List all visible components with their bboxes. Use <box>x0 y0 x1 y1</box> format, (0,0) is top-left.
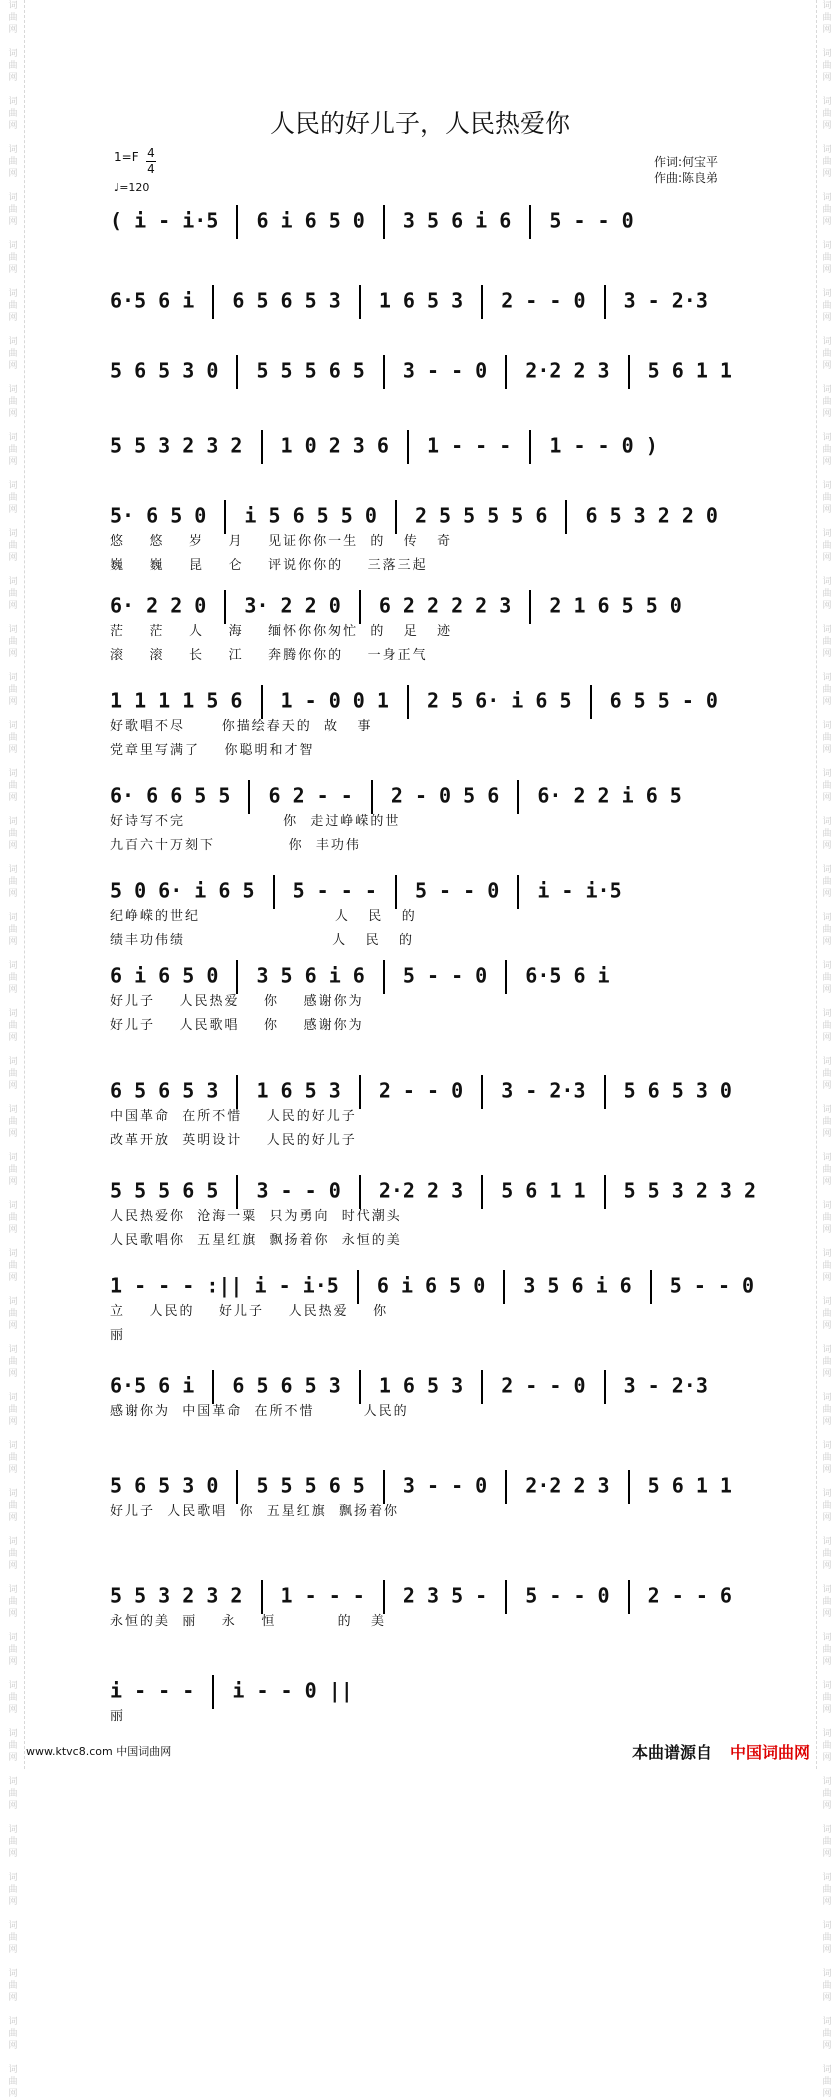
lyric-line: 好儿子 人民歌唱 你 感谢你为 <box>110 1018 364 1033</box>
notes-line: 6·5 6 i 6 5 6 5 3 1 6 5 3 2 - - 0 3 - 2·3 <box>110 1370 760 1400</box>
lyric-line <box>110 460 760 484</box>
lyric-line <box>110 385 760 409</box>
watermark-right: 词 曲 网 词 曲 网 词 曲 网 词 曲 网 词 曲 网 词 曲 网 词 曲 网 词 曲 网 词 曲 网 词 曲 网 词 曲 网 词 曲 网 词 曲 网 词 曲 网 词 曲 网 词 曲 网 词 曲 网 词 曲 网 词 曲 网 词 曲 网 词 曲 网 词 曲 网 词 曲 网 词 曲 网 词 曲 网 词 曲 网 词 曲 网 词 曲 网 词 曲 网 词 曲 网 词 曲 网 词 曲 网 词 曲 网 词 曲 网 词 曲 网 词 曲 网 词 曲 网 词 曲 网 词 曲 网 词 曲 网 词 曲 网 词 曲 网 词 曲 网 词 曲 网 <box>822 1 832 2099</box>
score-row <box>110 590 760 668</box>
watermark-left: 词 曲 网 词 曲 网 词 曲 网 词 曲 网 词 曲 网 词 曲 网 词 曲 网 词 曲 网 词 曲 网 词 曲 网 词 曲 网 词 曲 网 词 曲 网 词 曲 网 词 曲 网 词 曲 网 词 曲 网 词 曲 网 词 曲 网 词 曲 网 词 曲 网 词 曲 网 词 曲 网 词 曲 网 词 曲 网 词 曲 网 词 曲 网 词 曲 网 词 曲 网 词 曲 网 词 曲 网 词 曲 网 词 曲 网 词 曲 网 词 曲 网 词 曲 网 词 曲 网 词 曲 网 词 曲 网 词 曲 网 词 曲 网 词 曲 网 词 曲 网 词 曲 网 <box>8 1 18 2099</box>
notes-line: 5 6 5 3 0 5 5 5 6 5 3 - - 0 2·2 2 3 5 6 1 1 <box>110 1470 760 1500</box>
lyric-line <box>110 235 760 259</box>
lyric-line: 纪峥嵘的世纪 人 民 的 <box>110 909 417 924</box>
notes-line: 6·5 6 i 6 5 6 5 3 1 6 5 3 2 - - 0 3 - 2·3 <box>110 285 760 315</box>
notes-line: 5 5 5 6 5 3 - - 0 2·2 2 3 5 6 1 1 5 5 3 2 3 2 <box>110 1175 760 1205</box>
score-row <box>110 1370 760 1448</box>
score-row <box>110 685 760 763</box>
notes-line: 5 0 6· i 6 5 5 - - - 5 - - 0 i - i·5 <box>110 875 760 905</box>
notes-line: 5· 6 5 0 i 5 6 5 5 0 2 5 5 5 5 6 6 5 3 2 2 0 <box>110 500 760 530</box>
lyric-line: 绩丰功伟绩 人 民 的 <box>110 933 414 948</box>
lyric-line: 好儿子 人民热爱 你 感谢你为 <box>110 994 364 1009</box>
notes-line: ( i - i·5 6 i 6 5 0 3 5 6 i 6 5 - - 0 <box>110 205 760 235</box>
time-sig-top: 4 <box>147 146 155 160</box>
lyric-line <box>110 1424 760 1448</box>
song-title: 人民的好儿子，人民热爱你 <box>269 109 570 138</box>
lyric-line: 永恒的美 丽 永 恒 的 美 <box>110 1614 387 1629</box>
score-row <box>110 875 760 953</box>
score-row <box>110 1270 760 1348</box>
notes-line: 6· 2 2 0 3· 2 2 0 6 2 2 2 2 3 2 1 6 5 5 0 <box>110 590 760 620</box>
tempo-marking: ♩=120 <box>114 181 150 194</box>
brand-name: 中国词曲网 <box>729 1743 810 1762</box>
key-signature: 1=F <box>114 150 139 164</box>
lyric-line: 丽 <box>110 1328 126 1343</box>
score-row <box>110 430 760 508</box>
lyric-line <box>110 1524 760 1548</box>
left-border <box>24 0 25 1769</box>
footer-source <box>632 1740 810 1763</box>
notes-line: i - - - i - - 0 || <box>110 1675 760 1705</box>
score-row <box>110 285 760 363</box>
lyric-line: 好歌唱不尽 你描绘春天的 故 事 <box>110 719 373 734</box>
score-row <box>110 960 760 1038</box>
right-border <box>816 0 817 1769</box>
score-row <box>110 355 760 433</box>
notes-line: 6 i 6 5 0 3 5 6 i 6 5 - - 0 6·5 6 i <box>110 960 760 990</box>
notes-line: 5 5 3 2 3 2 1 0 2 3 6 1 - - - 1 - - 0 ) <box>110 430 760 460</box>
lyric-line: 人民热爱你 沧海一粟 只为勇向 时代潮头 <box>110 1209 402 1224</box>
lyric-line <box>110 1634 760 1658</box>
lyric-line: 改革开放 英明设计 人民的好儿子 <box>110 1133 357 1148</box>
lyric-line: 丽 <box>110 1709 126 1724</box>
notes-line: 6· 6 6 5 5 6 2 - - 2 - 0 5 6 6· 2 2 i 6 5 <box>110 780 760 810</box>
lyric-line: 好儿子 人民歌唱 你 五星红旗 飘扬着你 <box>110 1504 400 1519</box>
footer-website: www.ktvc8.com 中国词曲网 <box>26 1745 172 1758</box>
score-row <box>110 1580 760 1658</box>
score-row <box>110 1075 760 1153</box>
score-row <box>110 780 760 858</box>
lyric-line: 感谢你为 中国革命 在所不惜 人民的 <box>110 1404 409 1419</box>
lyric-line: 茫 茫 人 海 缅怀你你匆忙 的 足 迹 <box>110 624 453 639</box>
score-row <box>110 1175 760 1253</box>
notes-line: 1 1 1 1 5 6 1 - 0 0 1 2 5 6· i 6 5 6 5 5 - 0 <box>110 685 760 715</box>
notes-line: 5 5 3 2 3 2 1 - - - 2 3 5 - 5 - - 0 2 - - 6 <box>110 1580 760 1610</box>
lyric-line: 悠 悠 岁 月 见证你你一生 的 传 奇 <box>110 534 453 549</box>
lyric-line: 巍 巍 昆 仑 评说你你的 三落三起 <box>110 558 428 573</box>
notes-line: 1 - - - :|| i - i·5 6 i 6 5 0 3 5 6 i 6 5 - - 0 <box>110 1270 760 1300</box>
lyric-line: 立 人民的 好儿子 人民热爱 你 <box>110 1304 389 1319</box>
time-sig-bottom: 4 <box>147 162 155 176</box>
composer: 作曲:陈良弟 <box>654 171 719 185</box>
lyric-line: 中国革命 在所不惜 人民的好儿子 <box>110 1109 357 1124</box>
notes-line: 5 6 5 3 0 5 5 5 6 5 3 - - 0 2·2 2 3 5 6 1 1 <box>110 355 760 385</box>
lyric-line: 九百六十万刻下 你 丰功伟 <box>110 838 361 853</box>
credits <box>654 154 718 186</box>
score-row <box>110 500 760 578</box>
lyricist: 作词:何宝平 <box>654 155 719 169</box>
time-signature <box>146 146 156 177</box>
lyric-line: 人民歌唱你 五星红旗 飘扬着你 永恒的美 <box>110 1233 402 1248</box>
notes-line: 6 5 6 5 3 1 6 5 3 2 - - 0 3 - 2·3 5 6 5 3 0 <box>110 1075 760 1105</box>
source-label: 本曲谱源自 <box>631 1743 712 1762</box>
score-row <box>110 1470 760 1548</box>
lyric-line <box>110 315 760 339</box>
lyric-line: 滚 滚 长 江 奔腾你你的 一身正气 <box>110 648 428 663</box>
lyric-line: 好诗写不完 你 走过峥嵘的世 <box>110 814 401 829</box>
score-row <box>110 205 760 283</box>
lyric-line <box>110 259 760 283</box>
lyric-line: 党章里写满了 你聪明和才智 <box>110 743 315 758</box>
